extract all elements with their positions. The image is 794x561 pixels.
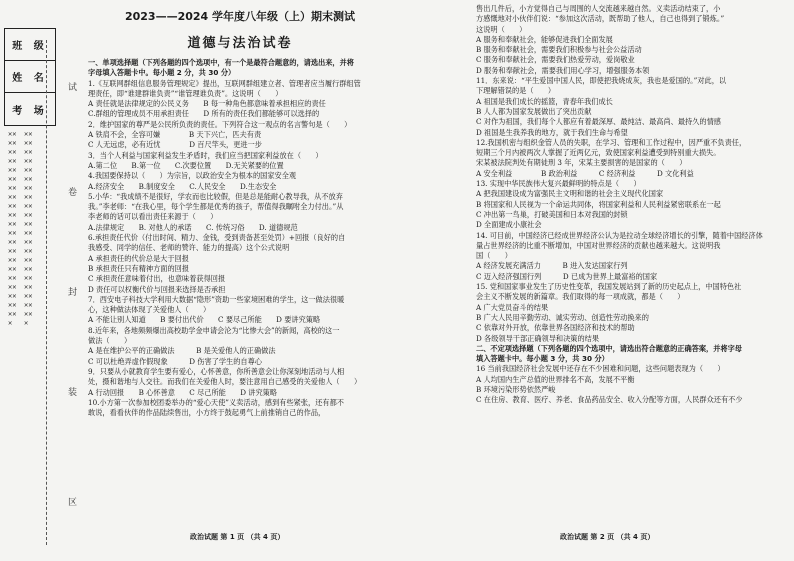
question-line: 理责任，即“谁建群谁负责”“谁管理谁负责”。这说明（ ）: [88, 88, 283, 98]
question-line: B 将国家和人民视为一个命运共同体，将国家利益和人民利益紧密联系在一起: [476, 199, 721, 209]
section-heading: 字母填入答题卡中。每小题 2 分，共 30 分）: [88, 68, 236, 78]
question-line: 心，这种做法体现了关爱他人（ ）: [88, 305, 211, 315]
question-line: 9．只要从小就教育学生要有爱心，心怀善意，你所善意会让你深刻地活动与人相: [88, 366, 345, 376]
question-line: C 依靠对外开放，依靠世界各国经济和技术的帮助: [476, 323, 635, 333]
question-line: C 承担责任意味着付出，也意味着获得回报: [88, 274, 226, 284]
right-question-column: [476, 4, 791, 496]
question-line: C 人无远虑，必有近忧 D 百尺竿头，更进一步: [88, 140, 262, 150]
question-line: 13. 实现中华民族伟大复兴最鲜明的特点是（ ）: [476, 179, 641, 189]
question-line: 6.承担责任代价（付出时间、精力、金钱，受到责备甚至处罚）+回报（良好的自: [88, 233, 346, 243]
question-line: B 人人都为国家发展做出了突出贡献: [476, 106, 592, 116]
question-line: D 各级领导干部正确领导和决策的结果: [476, 333, 600, 343]
question-line: 量占世界经济的比重不断增加，中国对世界经济的贡献也越来越大。这说明我: [476, 240, 721, 250]
question-line: B 环境污染形势依然严峻: [476, 384, 556, 394]
question-line: 敢说，看看伙伴的作品陆续售出，小方终于鼓起勇气上前推销自己的作品，: [88, 408, 326, 418]
question-line: 国（ ）: [476, 251, 512, 261]
question-line: C 迈入经济强国行列 D 已成为世界上最富裕的国家: [476, 271, 658, 281]
question-line: D 全面建成小康社会: [476, 220, 542, 230]
exam-title: 2023——2024 学年度八年级（上）期末测试: [124, 10, 356, 23]
question-line: 2．维护国家的尊严是公民所负责的责任。下列符合这一观点的名言警句是（ ）: [88, 119, 352, 129]
margin-char: 试: [68, 83, 78, 93]
question-line: A 祖国是我们成长的摇篮，青春年我们成长: [476, 96, 613, 106]
name-label: 姓 名: [5, 61, 55, 93]
margin-char: 装: [68, 388, 78, 398]
question-line: 1.《互联网群组信息服务管理规定》提出，互联网群组建立者、管理者应当履行群组管: [88, 78, 361, 88]
question-line: B 承担责任只有精神方面的回报: [88, 263, 190, 273]
student-info-box: [4, 28, 56, 126]
question-line: 短期三个月内被两次人掌握了近两亿元，致使国家利益遭受到特别重大损失。: [476, 148, 721, 158]
question-line: 14. 可目前，中国经济已经成世界经济公认为是拉动全球经济增长的引擎，随着中国经济体: [476, 230, 763, 240]
question-line: 下理解错误的是（ ）: [476, 86, 556, 96]
question-line: 16 当前我国经济社会发展中还存在不少困难和问题，这些问题表现为（ ）: [476, 364, 725, 374]
question-line: 售出几件后，小方觉得自己与周围的人交流越来越自然。义卖活动结束了，小: [476, 4, 721, 13]
question-line: 10.小方第一次参加校团委举办的“爱心天使”义卖活动，感到有些紧张，还有都不: [88, 397, 344, 407]
question-line: 8.近年来，各地频频爆出高校助学金申请会沦为“比惨大会”的新闻，高校的这一: [88, 325, 340, 335]
page-footer-1: 政治试题 第 1 页 （共 4 页）: [190, 533, 285, 541]
question-line: C 可以杜绝弄虚作假现象 D 伤害了学生的自尊心: [88, 356, 262, 366]
section-heading: 二、不定项选择题（下列各题的四个选项中，请选出符合题意的正确答案，并将字母: [476, 343, 742, 353]
question-line: A 责任就是法律规定的公民义务 B 每一种角色都意味着承担相应的责任: [88, 99, 326, 109]
question-line: 会主义不断发展的新篇章。我们取得的每一项成就，都是（ ）: [476, 292, 685, 302]
margin-char: 区: [68, 498, 78, 508]
question-line: 这说明（ ）: [476, 24, 527, 34]
margin-char: 卷: [68, 188, 78, 198]
exam-room-label: 考 场: [12, 105, 48, 117]
question-line: A 经济发展充满活力 B 进入发达国家行列: [476, 261, 628, 271]
question-line: C 服务和奉献社会，需要我们热爱劳动，爱岗敬业: [476, 55, 635, 65]
question-line: A 铁肩不会，全容可嫌 B 天下兴亡，匹夫有责: [88, 130, 262, 140]
question-line: A 服务和奉献社会，能够促进我们全面发展: [476, 34, 613, 44]
question-line: 4.我国要保持以（ ）为宗旨，以政治安全为根本的国家安全观: [88, 171, 297, 181]
question-line: A 人均国内生产总值的世界排名不高，发展不平衡: [476, 374, 635, 384]
question-line: 我感受、同学的信任、老师的赞许、能力的提高）这个公式说明: [88, 243, 290, 253]
question-line: A 安全利益 B 政治利益 C 经济利益 D 文化利益: [476, 168, 694, 178]
question-line: 方感慨地对小伙伴们说：“参加这次活动，既帮助了他人，自己也得到了锻炼。”: [476, 14, 725, 24]
question-line: 处，摄和谐地与人交往。而我们在关爱他人时，要注意用自己感受的关爱他人（ ）: [88, 377, 362, 387]
question-line: 我。”李老师：“在我心里，每个学生都是优秀的孩子，帮值得我瞩咐全力付出。”从: [88, 202, 344, 212]
question-line: D 祖国是生我养我的地方，就于我们生命与希望: [476, 127, 628, 137]
question-line: A.经济安全 B.制度安全 C.人民安全 D.生态安全: [88, 181, 277, 191]
question-line: 15. 党和国家事业发生了历史性变革，我国发展站到了新的历史起点上，中国特色社: [476, 282, 742, 292]
exam-subtitle: 道德与法治试卷: [187, 36, 293, 51]
margin-x-marks: ✕✕✕✕✕✕✕✕✕✕✕✕✕✕✕✕✕✕✕✕✕✕✕✕✕✕✕✕✕✕✕✕✕✕✕✕✕✕✕✕✕✕✕: [24, 130, 33, 327]
question-line: B 服务和奉献社会，需要我们积极参与社会公益活动: [476, 45, 642, 55]
class-label: 班 级: [5, 29, 55, 61]
question-line: A 不能让别人知道 B 要付出代价 C 要尽己所能 D 要讲究策略: [88, 315, 321, 325]
question-line: 3．当个人利益与国家利益发生矛盾时，我们应当把国家利益放在（ ）: [88, 150, 323, 160]
question-line: A.法律规定 B. 对他人的承诺 C. 传统习俗 D. 道德规范: [88, 222, 298, 232]
question-line: A 行动回报 B 心怀善意 C 尽己所能 D 讲究策略: [88, 387, 278, 397]
margin-x-marks: ✕✕✕✕✕✕✕✕✕✕✕✕✕✕✕✕✕✕✕✕✕✕✕✕✕✕✕✕✕✕✕✕✕✕✕✕✕✕✕✕✕✕✕: [8, 130, 17, 327]
question-line: A 把我国建设成为富强民主文明和谐的社会主义现代化国家: [476, 189, 664, 199]
question-line: 做法（ ）: [88, 336, 132, 346]
question-line: C.群组的管理成员不用承担责任 D 所有的责任我们都能够可以选择的: [88, 109, 320, 119]
question-line: C 在住房、教育、医疗、养老、食品药品安全、收入分配等方面，人民群众还有不少: [476, 395, 743, 405]
question-line: 李老师的话可以看出责任来源于（ ）: [88, 212, 218, 222]
question-line: A 是在维护公平的正确做法 B 是关爱他人的正确做法: [88, 346, 276, 356]
question-line: C 对作为祖国，我们每个人都应有着最深厚、最纯洁、最高尚、最持久的情感: [476, 117, 721, 127]
question-line: D 责任可以权衡代价与回报来选择是否承担: [88, 284, 226, 294]
question-line: 12.我国机密与组织金管人员的失职，在学习、管理和工作过程中，因严重不负责任，: [476, 137, 747, 147]
question-line: 11．东来说：“平生爱国中国人民，即使把我烧成灰，我也是爱国的。”对此，以: [476, 76, 727, 86]
binding-line: [46, 40, 47, 545]
margin-char: 封: [68, 288, 78, 298]
section-heading: 填入答题卡中。每小题 3 分，共 30 分）: [476, 354, 609, 364]
left-question-column: [88, 58, 393, 500]
question-line: B 广大人民用辛勤劳动、诚实劳动、创造性劳动换来的: [476, 312, 649, 322]
question-line: D 服务和奉献社会，需要我们用心学习，增强服务本领: [476, 65, 650, 75]
question-line: A 承担责任的代价总是大于回报: [88, 253, 189, 263]
question-line: A.第二位 B.第一位 C.次要位置 D.无关紧要的位置: [88, 160, 284, 170]
question-line: 5.小华：“我成绩不是很好，学农而也比较假，但是总是能耐心教导我，从不放弃: [88, 191, 343, 201]
question-line: A 广大党员奋斗的结果: [476, 302, 549, 312]
page-footer-2: 政治试题 第 2 页 （共 4 页）: [560, 533, 655, 541]
question-line: 宋某被法院判处有期徒刑 3 年，宋某主要损害的是国家的（ ）: [476, 158, 687, 168]
question-line: 7．西安电子科技大学利用大数据“隐形”资助一些家境困难的学生，这一做法很暖: [88, 294, 345, 304]
question-line: C 冲出第一鸟巢，打破美国和日本对我国的封锁: [476, 209, 628, 219]
section-heading: 一、单项选择题（下列各题的四个选项中，有一个是最符合题意的，请选出来，并将: [88, 58, 354, 67]
